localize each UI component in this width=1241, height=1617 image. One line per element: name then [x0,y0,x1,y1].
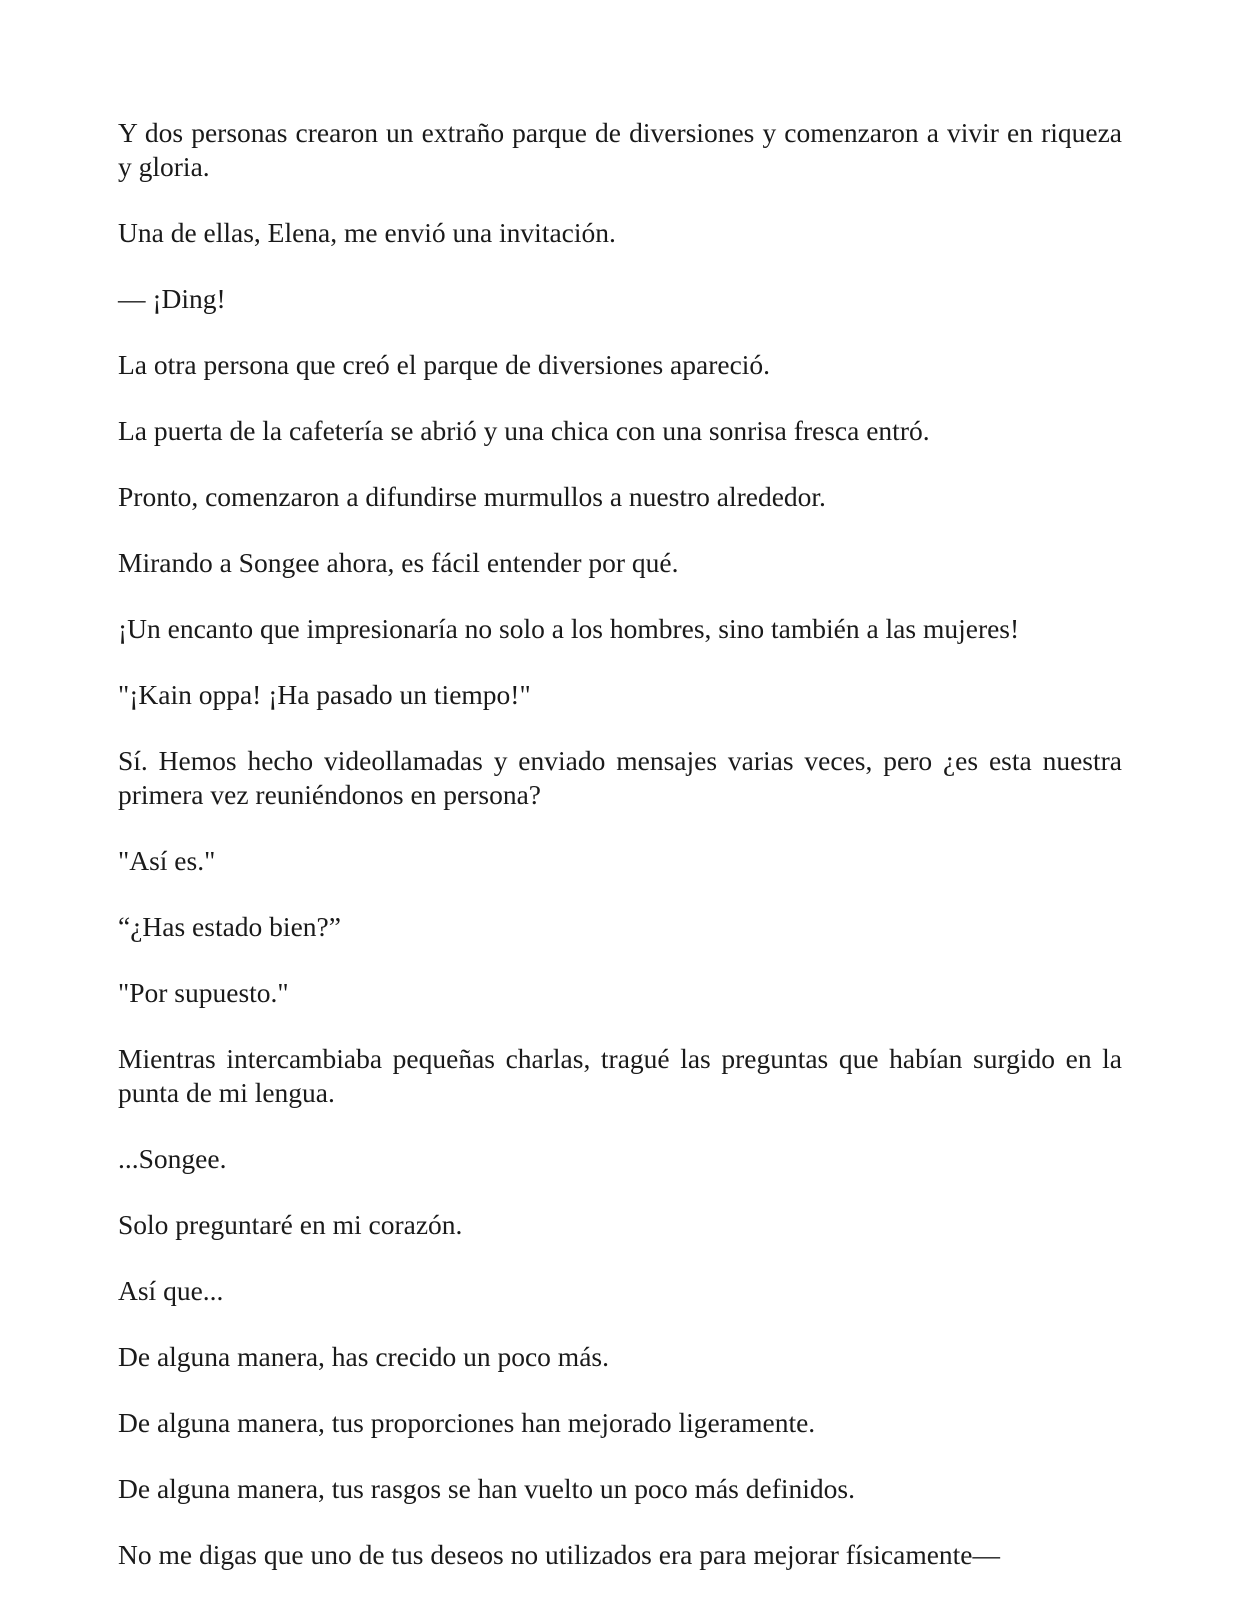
paragraph: De alguna manera, tus rasgos se han vuelto un poco más definidos. [118,1473,855,1504]
paragraph: Y dos personas crearon un extraño parque de diversiones y comenzaron a vivir en riqueza y gloria. [118,117,1122,182]
body-text [118,116,1122,1604]
paragraph: La otra persona que creó el parque de diversiones apareció. [118,349,771,380]
paragraph: "Por supuesto." [118,977,289,1008]
paragraph: De alguna manera, tus proporciones han mejorado ligeramente. [118,1407,816,1438]
paragraph: Una de ellas, Elena, me envió una invitación. [118,217,616,248]
paragraph: No me digas que uno de tus deseos no utilizados era para mejorar físicamente— [118,1539,1001,1570]
paragraph: ...Songee. [118,1143,227,1174]
paragraph: Mientras intercambiaba pequeñas charlas, tragué las preguntas que habían surgido en la punta de mi lengua. [118,1043,1122,1108]
paragraph: Pronto, comenzaron a difundirse murmullos a nuestro alrededor. [118,481,826,512]
paragraph: La puerta de la cafetería se abrió y una chica con una sonrisa fresca entró. [118,415,930,446]
paragraph: “¿Has estado bien?” [118,911,341,942]
paragraph: Así que... [118,1275,224,1306]
paragraph: — ¡Ding! [118,283,226,314]
paragraph: De alguna manera, has crecido un poco más. [118,1341,609,1372]
paragraph: "¡Kain oppa! ¡Ha pasado un tiempo!" [118,679,531,710]
paragraph: ¡Un encanto que impresionaría no solo a los hombres, sino también a las mujeres! [118,613,1020,644]
paragraph: "Así es." [118,845,216,876]
paragraph: Sí. Hemos hecho videollamadas y enviado mensajes varias veces, pero ¿es esta nuestra primera vez reuniéndonos en persona? [118,745,1122,810]
paragraph: Solo preguntaré en mi corazón. [118,1209,463,1240]
paragraph: Mirando a Songee ahora, es fácil entender por qué. [118,547,679,578]
